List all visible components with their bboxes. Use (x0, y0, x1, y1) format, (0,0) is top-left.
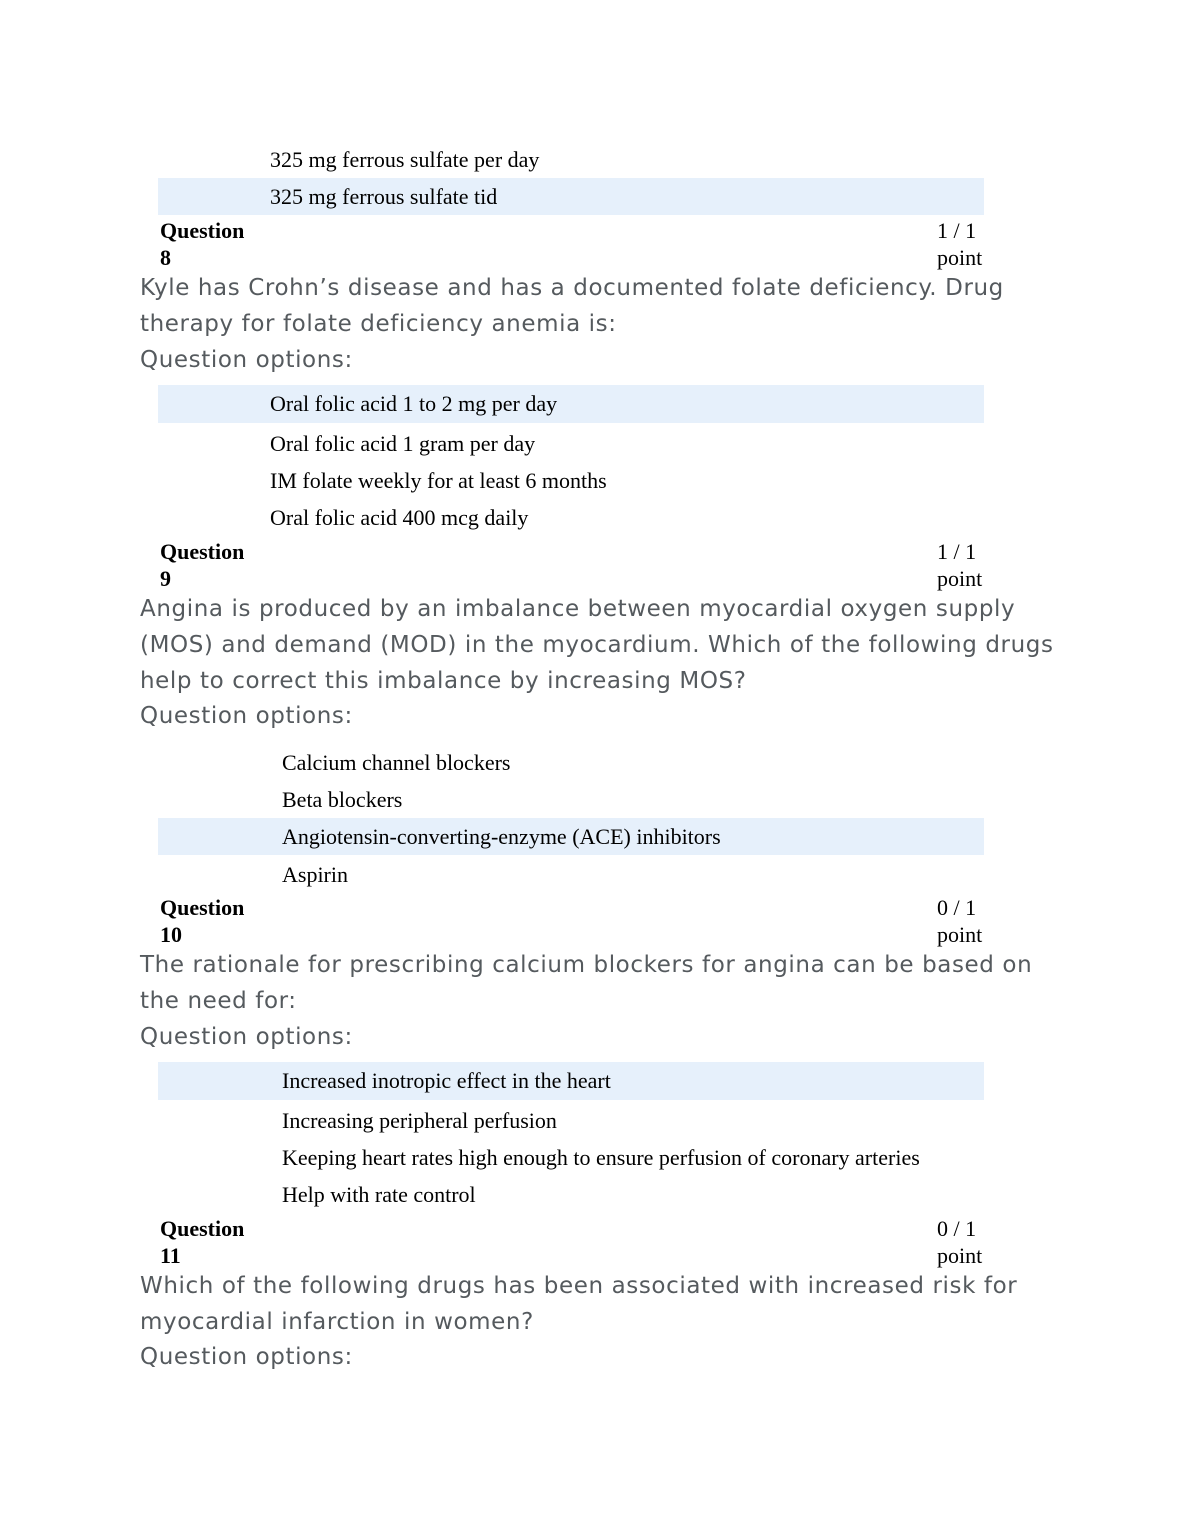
question-9-option-1[interactable]: Calcium channel blockers (282, 750, 511, 775)
question-11-score: 0 / 1 point (937, 1216, 983, 1268)
question-10-option-3[interactable]: Keeping heart rates high enough to ensure perfusion of coronary arteries (282, 1145, 920, 1170)
question-8-option-2[interactable]: Oral folic acid 1 gram per day (270, 431, 536, 456)
question-11-label: Question 11 (160, 1216, 245, 1268)
prev-option-1[interactable]: 325 mg ferrous sulfate per day (270, 147, 540, 172)
question-11-text: Which of the following drugs has been associated with increased risk for myocardial infarction in women? (140, 1273, 1018, 1335)
question-10-option-1[interactable]: Increased inotropic effect in the heart (158, 1062, 984, 1100)
question-8-label: Question 8 (160, 218, 245, 270)
question-10-label: Question 10 (160, 895, 245, 947)
question-9-score: 1 / 1 point (937, 539, 983, 591)
prev-option-2-selected[interactable]: 325 mg ferrous sulfate tid (158, 178, 984, 215)
question-9-option-4[interactable]: Aspirin (282, 862, 348, 887)
question-9-option-3[interactable]: Angiotensin-converting-enzyme (ACE) inhibitors (158, 818, 984, 855)
question-10-option-4[interactable]: Help with rate control (282, 1182, 476, 1207)
question-9-options-label: Question options: (140, 703, 353, 729)
question-10-score: 0 / 1 point (937, 895, 983, 947)
question-9-text: Angina is produced by an imbalance between myocardial oxygen supply (MOS) and demand (MOD) in the myocardium. Which of the following drugs help to correct this imbalance by increasing MOS? (140, 596, 1054, 694)
question-8-text: Kyle has Crohn’s disease and has a documented folate deficiency. Drug therapy for folate deficiency anemia is: (140, 275, 1004, 337)
question-9-label: Question 9 (160, 539, 245, 591)
question-11-options-label: Question options: (140, 1344, 353, 1370)
question-8-option-3[interactable]: IM folate weekly for at least 6 months (270, 468, 607, 493)
question-9-option-2[interactable]: Beta blockers (282, 787, 403, 812)
question-10-option-2[interactable]: Increasing peripheral perfusion (282, 1108, 557, 1133)
question-10-options-label: Question options: (140, 1024, 353, 1050)
question-8-option-4[interactable]: Oral folic acid 400 mcg daily (270, 505, 529, 530)
question-8-option-1[interactable]: Oral folic acid 1 to 2 mg per day (158, 385, 984, 423)
question-8-score: 1 / 1 point (937, 218, 983, 270)
question-8-options-label: Question options: (140, 347, 353, 373)
question-10-text: The rationale for prescribing calcium blockers for angina can be based on the need for: (140, 952, 1033, 1014)
